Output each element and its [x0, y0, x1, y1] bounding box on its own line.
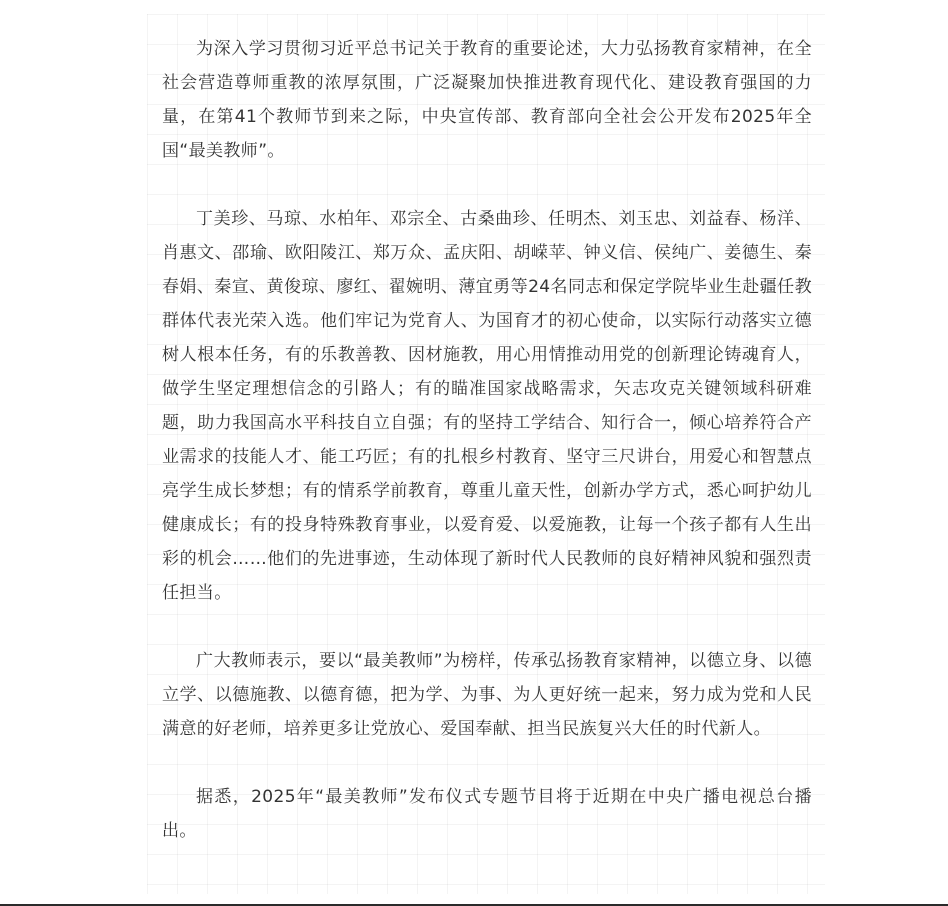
paragraph-gap	[162, 746, 812, 780]
article-body	[147, 14, 825, 894]
paragraph-gap	[162, 610, 812, 644]
article-paragraph-broadcast: 据悉，2025年“最美教师”发布仪式专题节目将于近期在中央广播电视总台播出。	[162, 787, 812, 841]
article-paragraph-intro: 为深入学习贯彻习近平总书记关于教育的重要论述，大力弘扬教育家精神，在全社会营造尊师重教的浓厚氛围，广泛凝聚加快推进教育现代化、建设教育强国的力量，在第41个教师节到来之际，中央宣传部、教育部向全社会公开发布2025年全国“最美教师”。	[162, 39, 812, 161]
article-paragraph-teachers-response: 广大教师表示，要以“最美教师”为榜样，传承弘扬教育家精神，以德立身、以德立学、以德施教、以德育德，把为学、为事、为人更好统一起来，努力成为党和人民满意的好老师，培养更多让党放心、爱国奉献、担当民族复兴大任的时代新人。	[162, 651, 812, 739]
paragraph-gap	[162, 168, 812, 202]
article-paragraph-honorees: 丁美珍、马琼、水柏年、邓宗全、古桑曲珍、任明杰、刘玉忠、刘益春、杨洋、肖惠文、邵瑜、欧阳陵江、郑万众、孟庆阳、胡嵘苹、钟义信、侯纯广、姜德生、秦春娟、秦宣、黄俊琼、廖红、翟婉明、薄宜勇等24名同志和保定学院毕业生赴疆任教群体代表光荣入选。他们牢记为党育人、为国育才的初心使命，以实际行动落实立德树人根本任务，有的乐教善教、因材施教，用心用情推动用党的创新理论铸魂育人，做学生坚定理想信念的引路人；有的瞄准国家战略需求，矢志攻克关键领域科研难题，助力我国高水平科技自立自强；有的坚持工学结合、知行合一，倾心培养符合产业需求的技能人才、能工巧匠；有的扎根乡村教育、坚守三尺讲台，用爱心和智慧点亮学生成长梦想；有的情系学前教育，尊重儿童天性，创新办学方式，悉心呵护幼儿健康成长；有的投身特殊教育事业，以爱育爱、以爱施教，让每一个孩子都有人生出彩的机会……他们的先进事迹，生动体现了新时代人民教师的良好精神风貌和强烈责任担当。	[162, 209, 812, 603]
